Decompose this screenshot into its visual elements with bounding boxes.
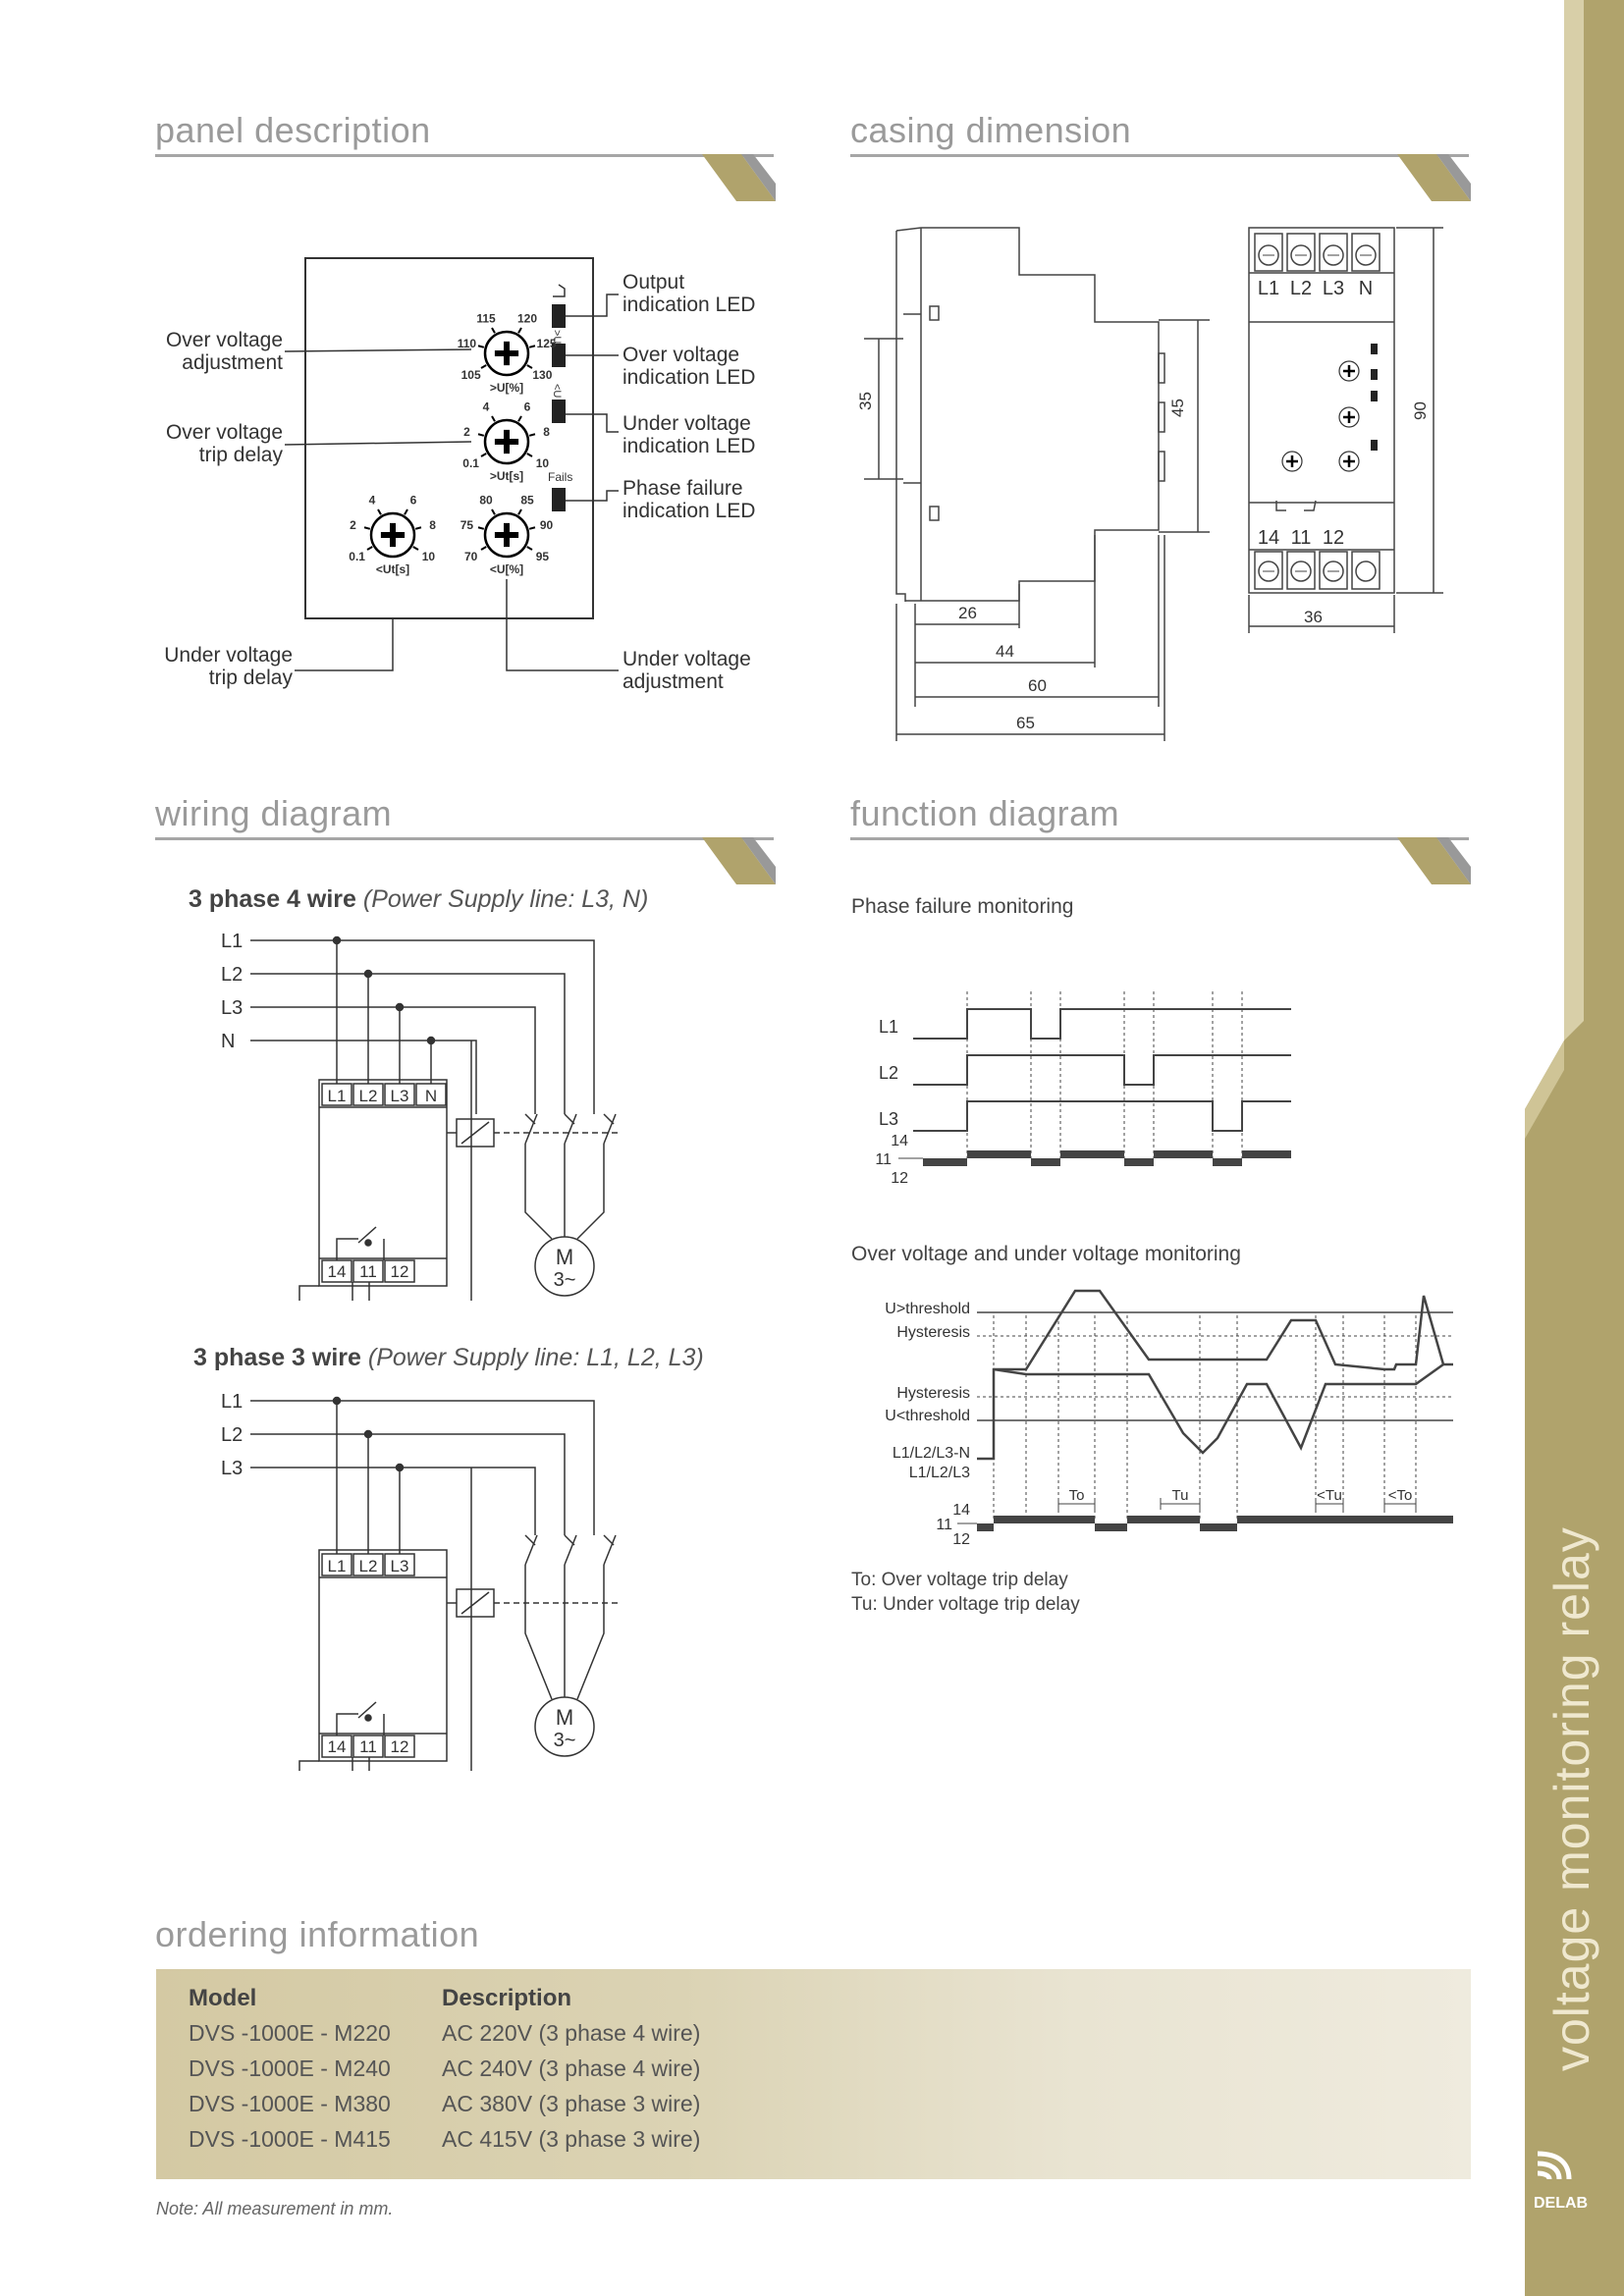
section-tab — [702, 837, 776, 884]
section-rule — [850, 154, 1469, 157]
pf-signal — [913, 1009, 1291, 1039]
dial-tick-label: 6 — [409, 493, 417, 507]
terminal-label: 11 — [1290, 527, 1312, 549]
output-low — [1200, 1523, 1237, 1531]
led-label-fails: Fails — [548, 470, 573, 484]
row-model: DVS -1000E - M380 — [189, 2091, 391, 2116]
line-label: L2 — [221, 964, 244, 986]
dial-label: >U[%] — [489, 381, 524, 395]
dim-60: 60 — [1028, 676, 1047, 695]
contact-label: 14 — [891, 1133, 908, 1149]
contact-label: 12 — [891, 1170, 908, 1187]
row-description: AC 415V (3 phase 3 wire) — [442, 2126, 701, 2152]
ov-level-label: U>threshold — [885, 1301, 970, 1317]
output-high — [994, 1516, 1095, 1523]
delay-label: Tu — [1171, 1487, 1189, 1504]
pf-line-label: L3 — [878, 1109, 898, 1129]
pf-signal — [913, 1055, 1291, 1085]
header-description: Description — [442, 1985, 572, 2011]
logo-text: DELAB — [1534, 2195, 1589, 2212]
dial-tick-label: 70 — [463, 550, 478, 563]
line-label: L2 — [221, 1424, 244, 1446]
pf-line-label: L1 — [878, 1017, 898, 1037]
output-high — [1127, 1516, 1200, 1523]
section-tab — [1397, 154, 1471, 201]
row-description: AC 220V (3 phase 4 wire) — [442, 2020, 701, 2046]
terminal-label: L2 — [358, 1087, 378, 1105]
contact-label: 14 — [327, 1262, 347, 1281]
dim-36: 36 — [1304, 608, 1323, 626]
label-uv-trip-delay: Under voltage trip delay — [164, 644, 293, 689]
contact-label: 11 — [359, 1737, 377, 1756]
dim-45: 45 — [1168, 399, 1187, 417]
line-label: L3 — [221, 997, 244, 1019]
output-high — [967, 1150, 1031, 1158]
terminal-label: N — [1358, 278, 1374, 299]
led-label-ov: >U — [551, 330, 563, 345]
output-low — [1031, 1158, 1060, 1166]
dial-label: <Ut[s] — [375, 562, 410, 576]
section-title-wiring: wiring diagram — [155, 793, 393, 833]
note: Note: All measurement in mm. — [156, 2199, 394, 2218]
ov-level-label: Hysteresis — [896, 1324, 970, 1341]
section-title-function: function diagram — [850, 793, 1120, 833]
contact-label: 12 — [952, 1531, 970, 1548]
casing-diagram — [844, 216, 1483, 746]
pf-timing-diagram — [854, 962, 1306, 1193]
dial-tick-label: 120 — [516, 311, 538, 326]
line-label: L1 — [221, 931, 244, 952]
dial-tick-label: 6 — [523, 400, 531, 414]
dial-tick-label: 4 — [368, 493, 376, 507]
dim-44: 44 — [996, 642, 1014, 661]
section-rule — [155, 837, 774, 840]
ov-adjust-dial — [458, 312, 557, 395]
dial-tick-label: 2 — [463, 425, 470, 440]
dial-tick-label: 90 — [539, 518, 554, 533]
dial-tick-label: 2 — [350, 518, 356, 533]
dim-35: 35 — [856, 392, 875, 410]
dim-26: 26 — [958, 604, 977, 622]
section-tab — [1397, 837, 1471, 884]
dial-tick-label: 125 — [536, 337, 557, 351]
relay-icon — [553, 285, 565, 296]
contact-label: 12 — [390, 1262, 409, 1281]
dial-tick-label: 110 — [457, 337, 477, 351]
output-high — [1237, 1516, 1453, 1523]
row-model: DVS -1000E - M240 — [189, 2056, 391, 2081]
label-uv-led: Under voltage indication LED — [623, 412, 756, 457]
label-ov-led: Over voltage indication LED — [623, 344, 756, 389]
motor-label: 3~ — [553, 1730, 576, 1751]
pf-signal — [913, 1101, 1291, 1131]
delay-label: <Tu — [1317, 1487, 1342, 1504]
row-model: DVS -1000E - M220 — [189, 2020, 391, 2046]
label-pf-led: Phase failure indication LED — [623, 477, 756, 522]
uv-trip-dial — [349, 494, 436, 576]
section-tab — [702, 154, 776, 201]
ov-trip-dial — [462, 400, 550, 483]
terminal-label: L1 — [1257, 278, 1280, 299]
dial-tick-label: 10 — [421, 550, 436, 563]
line-label: L1 — [221, 1391, 244, 1413]
dial-tick-label: 75 — [460, 518, 474, 533]
uv-adjust-dial — [460, 494, 554, 576]
motor-label: 3~ — [553, 1269, 576, 1291]
contact-label: 11 — [936, 1517, 952, 1533]
output-high — [1242, 1150, 1291, 1158]
dial-label: >Ut[s] — [489, 469, 524, 483]
section-rule — [155, 154, 774, 157]
terminal-label: L3 — [1322, 278, 1345, 299]
contact-label: 14 — [327, 1737, 347, 1756]
line-label: L3 — [221, 1458, 244, 1479]
terminal-label: L3 — [390, 1087, 409, 1105]
label-output-led: Output indication LED — [623, 271, 756, 316]
dial-tick-label: 130 — [532, 368, 553, 382]
voltage-signal — [994, 1364, 1443, 1453]
delay-label: <To — [1387, 1487, 1413, 1504]
row-description: AC 240V (3 phase 4 wire) — [442, 2056, 701, 2081]
line-label: N — [221, 1031, 236, 1052]
dial-tick-label: 105 — [460, 368, 481, 382]
ov-title: Over voltage and under voltage monitoring — [851, 1243, 1241, 1265]
terminal-label: L2 — [1289, 278, 1313, 299]
delay-label: To — [1068, 1487, 1085, 1504]
section-title-casing: casing dimension — [850, 110, 1132, 150]
wiring-diagram-4wire — [206, 918, 648, 1301]
terminal-label: L3 — [390, 1557, 409, 1575]
header-model: Model — [189, 1985, 257, 2011]
wiring-title-2: 3 phase 3 wire (Power Supply line: L1, L2, L3) — [193, 1344, 704, 1371]
terminal-label: L2 — [358, 1557, 378, 1575]
motor-label: M — [555, 1705, 574, 1730]
terminal-label: L1 — [327, 1557, 347, 1575]
dial-tick-label: 85 — [520, 493, 534, 507]
led-label-uv: <U — [551, 384, 563, 399]
pf-line-label: L2 — [878, 1063, 898, 1083]
terminal-label: L1 — [327, 1087, 347, 1105]
dial-tick-label: 115 — [476, 311, 496, 326]
dial-tick-label: 4 — [482, 400, 490, 414]
wiring-diagram-3wire — [206, 1378, 648, 1771]
contact-label: 11 — [359, 1262, 377, 1281]
terminal-label: N — [424, 1087, 438, 1105]
ov-timing-diagram — [854, 1276, 1463, 1571]
dial-tick-label: 0.1 — [349, 550, 365, 563]
screw-icon — [1356, 561, 1376, 581]
output-high — [1154, 1150, 1213, 1158]
section-rule — [850, 837, 1469, 840]
ordering-table — [156, 1969, 1471, 2179]
ov-level-label: L1/L2/L3-N — [892, 1445, 970, 1462]
motor-label: M — [555, 1245, 574, 1269]
terminal-label: 12 — [1322, 527, 1345, 549]
output-low — [1213, 1158, 1242, 1166]
section-title-ordering: ordering information — [155, 1914, 480, 1954]
ov-level-label: L1/L2/L3 — [908, 1465, 970, 1481]
dial-tick-label: 0.1 — [462, 456, 479, 470]
section-title-panel: panel description — [155, 110, 431, 150]
dim-90: 90 — [1411, 401, 1430, 420]
dial-tick-label: 8 — [429, 518, 436, 533]
ov-level-label: U<threshold — [885, 1408, 970, 1424]
delab-logo-icon — [1534, 2150, 1583, 2189]
terminal-label: 14 — [1257, 527, 1280, 549]
function-legend: To: Over voltage trip delay Tu: Under voltage trip delay — [851, 1570, 1080, 1615]
label-ov-trip-delay: Over voltage trip delay — [165, 421, 283, 466]
wiring-title-1: 3 phase 4 wire (Power Supply line: L3, N) — [189, 885, 649, 913]
ov-level-label: Hysteresis — [896, 1385, 970, 1402]
dial-tick-label: 80 — [479, 493, 493, 507]
dial-label: <U[%] — [489, 562, 524, 576]
contact-label: 11 — [875, 1151, 892, 1168]
dim-65: 65 — [1016, 714, 1035, 732]
relay-body — [319, 1080, 447, 1286]
output-low — [1124, 1158, 1154, 1166]
dial-tick-label: 95 — [535, 550, 550, 563]
label-uv-adjustment: Under voltage adjustment — [623, 648, 751, 693]
dial-tick-label: 10 — [535, 456, 550, 470]
row-description: AC 380V (3 phase 3 wire) — [442, 2091, 701, 2116]
contact-label: 12 — [390, 1737, 409, 1756]
label-ov-adjustment: Over voltage adjustment — [165, 329, 283, 374]
relay-body — [319, 1550, 447, 1761]
output-low — [1095, 1523, 1127, 1531]
contact-label: 14 — [952, 1502, 970, 1519]
output-high — [1060, 1150, 1124, 1158]
pf-title: Phase failure monitoring — [851, 895, 1074, 918]
dial-tick-label: 8 — [543, 425, 550, 440]
row-model: DVS -1000E - M415 — [189, 2126, 391, 2152]
